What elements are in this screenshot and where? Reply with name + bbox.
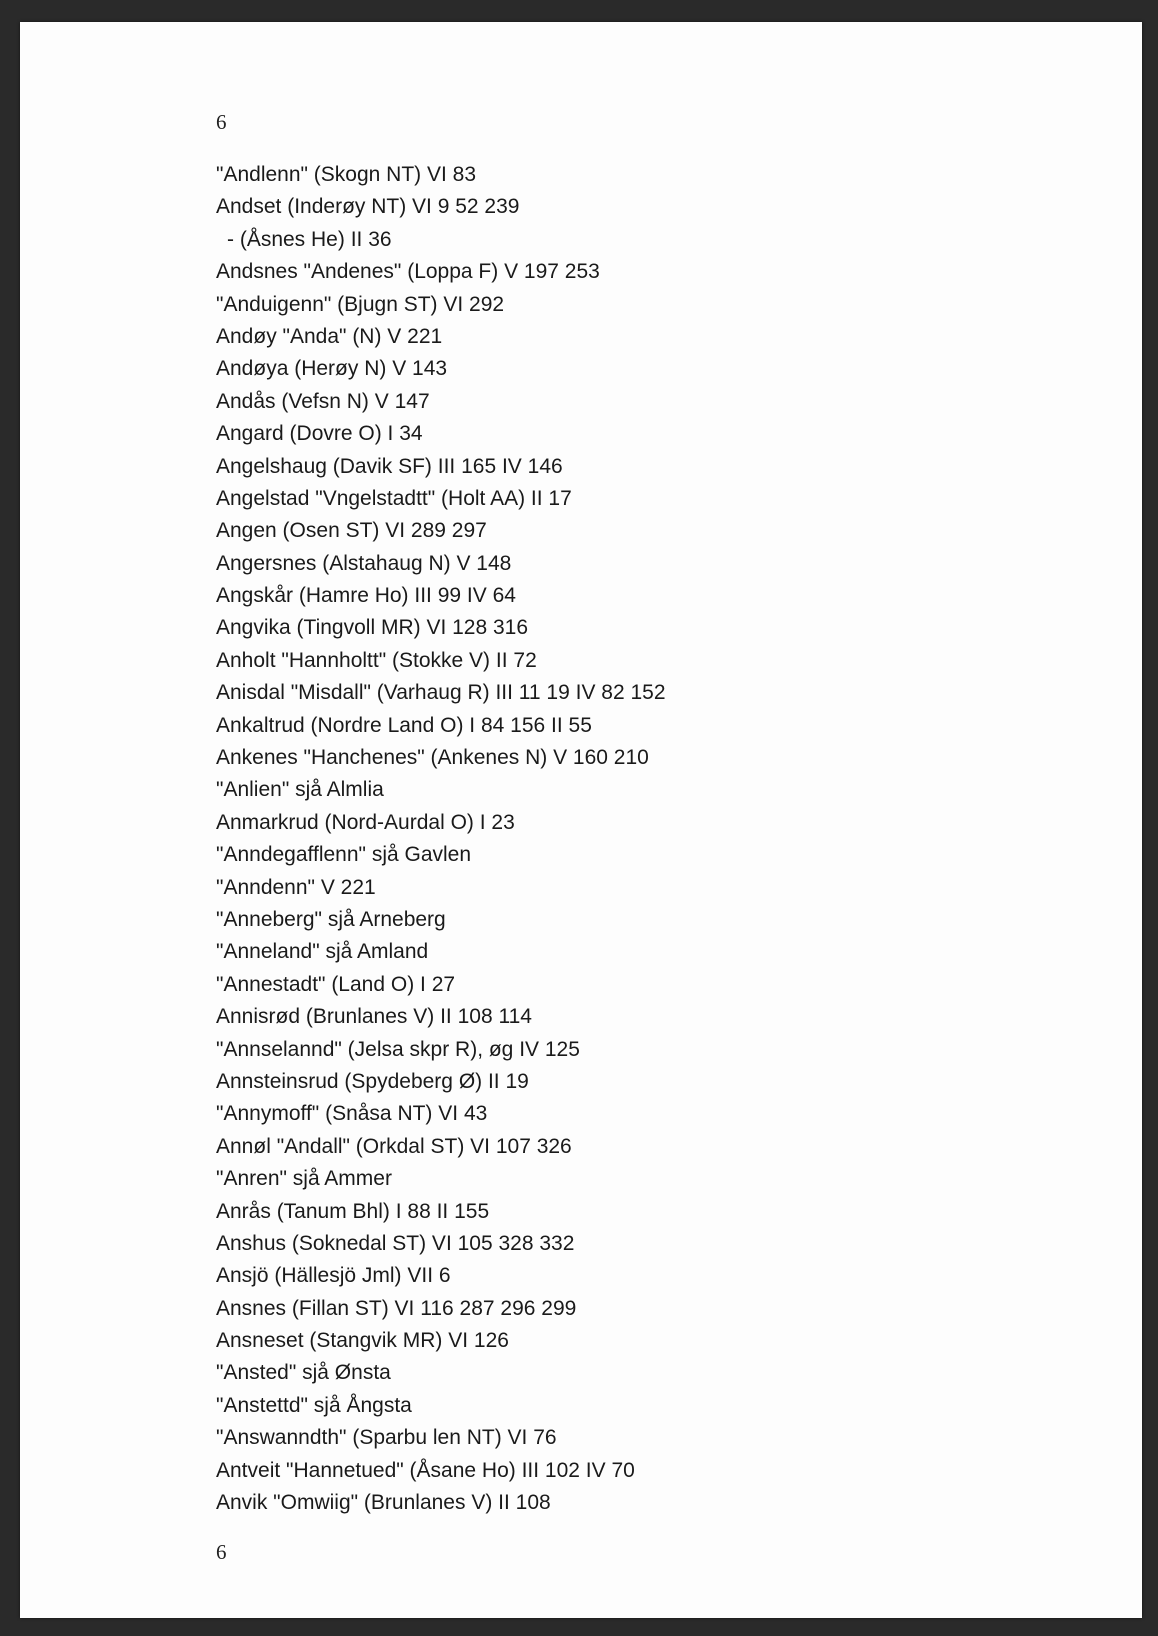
index-entry: Anshus (Soknedal ST) VI 105 328 332 [216, 1231, 575, 1255]
index-entry: Andsnes "Andenes" (Loppa F) V 197 253 [216, 260, 600, 284]
index-entry: Ansnes (Fillan ST) VI 116 287 296 299 [216, 1296, 577, 1320]
index-entry: "Anndenn" V 221 [216, 875, 376, 899]
index-entry: "Answanndth" (Sparbu len NT) VI 76 [216, 1426, 557, 1450]
index-entry: Andøy "Anda" (N) V 221 [216, 324, 443, 348]
index-entry: "Anren" sjå Ammer [216, 1167, 392, 1191]
index-entry: Ankenes "Hanchenes" (Ankenes N) V 160 210 [216, 746, 649, 770]
page-number-top: 6 [216, 110, 227, 134]
index-entry: Ankaltrud (Nordre Land O) I 84 156 II 55 [216, 713, 592, 737]
index-entry: Ansneset (Stangvik MR) VI 126 [216, 1329, 509, 1353]
index-entry: "Anneberg" sjå Arneberg [216, 907, 446, 931]
index-entry: Andås (Vefsn N) V 147 [216, 389, 430, 413]
index-entry: Anholt "Hannholtt" (Stokke V) II 72 [216, 648, 537, 672]
index-entry: Anisdal "Misdall" (Varhaug R) III 11 19 IV 82 152 [216, 681, 666, 705]
index-entry: Ansjö (Hällesjö Jml) VII 6 [216, 1264, 451, 1288]
index-entry: "Anlien" sjå Almlia [216, 778, 384, 802]
index-entry-list [216, 159, 666, 1519]
index-entry: Andset (Inderøy NT) VI 9 52 239 [216, 195, 520, 219]
index-entry: Andøya (Herøy N) V 143 [216, 357, 448, 381]
index-entry: "Ansted" sjå Ønsta [216, 1361, 391, 1385]
index-entry: "Annselannd" (Jelsa skpr R), øg IV 125 [216, 1037, 580, 1061]
index-entry: - (Åsnes He) II 36 [227, 227, 392, 251]
index-entry: Angersnes (Alstahaug N) V 148 [216, 551, 512, 575]
page-number-bottom: 6 [216, 1540, 227, 1564]
index-entry: Anmarkrud (Nord-Aurdal O) I 23 [216, 810, 515, 834]
index-entry: "Anndegafflenn" sjå Gavlen [216, 843, 472, 867]
index-entry: Angelshaug (Davik SF) III 165 IV 146 [216, 454, 563, 478]
index-entry: Angen (Osen ST) VI 289 297 [216, 519, 487, 543]
index-entry: Angelstad "Vngelstadtt" (Holt AA) II 17 [216, 486, 572, 510]
index-entry: "Annestadt" (Land O) I 27 [216, 972, 456, 996]
index-entry: Annøl "Andall" (Orkdal ST) VI 107 326 [216, 1134, 572, 1158]
index-entry: Annisrød (Brunlanes V) II 108 114 [216, 1005, 532, 1029]
index-entry: "Anduigenn" (Bjugn ST) VI 292 [216, 292, 505, 316]
index-entry: "Annymoff" (Snåsa NT) VI 43 [216, 1102, 488, 1126]
index-entry: "Andlenn" (Skogn NT) VI 83 [216, 163, 477, 186]
index-entry: "Anstettd" sjå Ångsta [216, 1393, 412, 1417]
index-entry: Anrås (Tanum Bhl) I 88 II 155 [216, 1199, 490, 1223]
index-entry: Angard (Dovre O) I 34 [216, 422, 423, 446]
index-entry: Angskår (Hamre Ho) III 99 IV 64 [216, 584, 516, 608]
document-page [20, 22, 1142, 1618]
index-entry: "Anneland" sjå Amland [216, 940, 429, 964]
index-entry: Angvika (Tingvoll MR) VI 128 316 [216, 616, 529, 640]
index-entry: Annsteinsrud (Spydeberg Ø) II 19 [216, 1069, 529, 1093]
index-entry: Antveit "Hannetued" (Åsane Ho) III 102 IV 70 [216, 1458, 635, 1482]
index-entry: Anvik "Omwiig" (Brunlanes V) II 108 [216, 1491, 551, 1515]
